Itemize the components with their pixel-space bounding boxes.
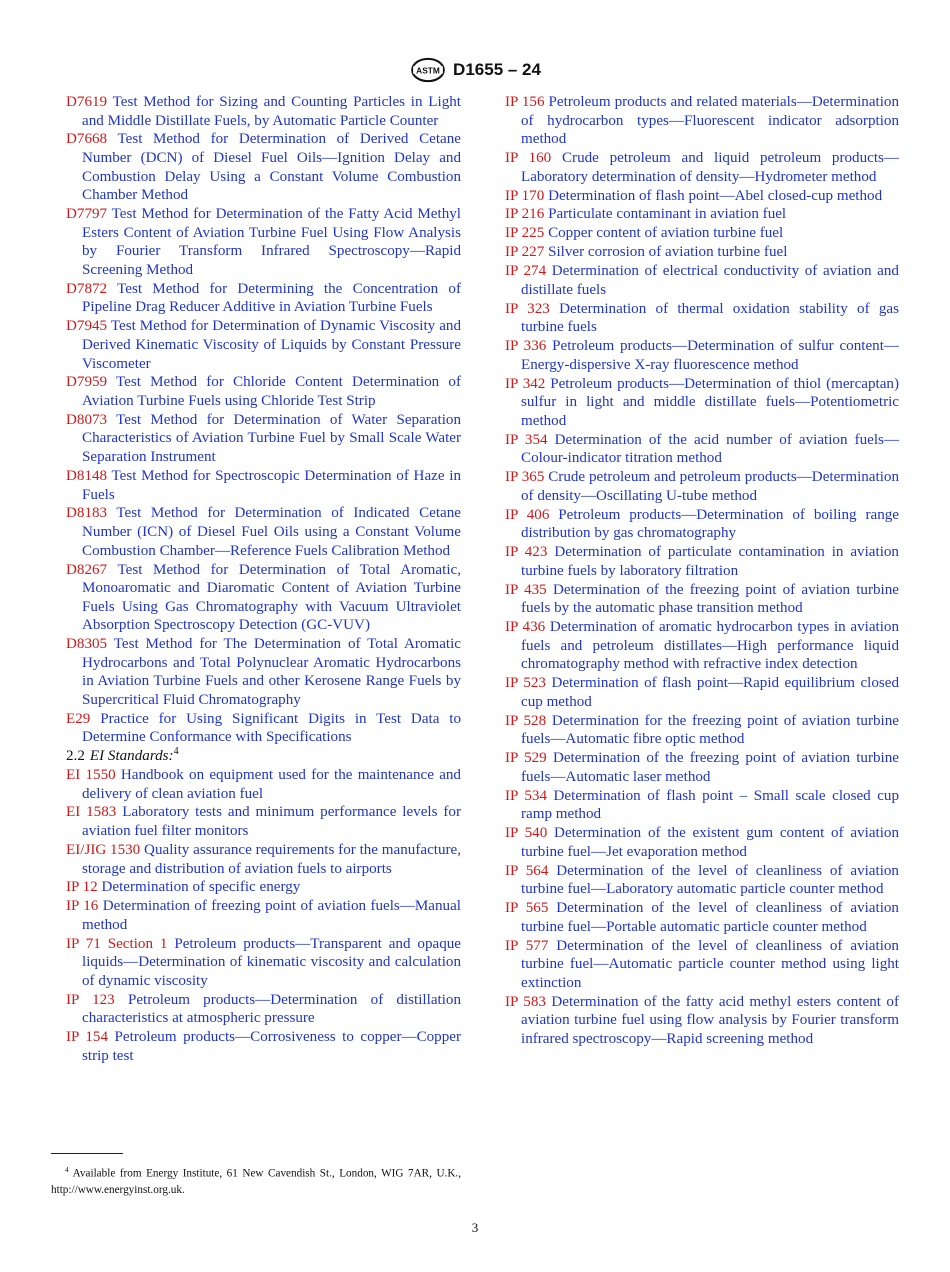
reference-code[interactable]: IP 577 — [505, 937, 549, 954]
reference-code[interactable]: IP 342 — [505, 375, 546, 392]
reference-title[interactable]: Petroleum products and related materials—Determination of hydrocarbon types—Fluorescent indicator adsorption method — [521, 94, 900, 148]
reference-title[interactable]: Determination of thermal oxidation stability of gas turbine fuels — [521, 300, 899, 336]
reference-code[interactable]: D7872 — [66, 280, 108, 297]
reference-code[interactable]: D8073 — [66, 411, 108, 428]
reference-item — [66, 991, 461, 1028]
reference-item — [66, 935, 461, 991]
reference-title[interactable]: Determination of specific energy — [101, 879, 301, 896]
reference-title[interactable]: Handbook on equipment used for the maintenance and delivery of clean aviation fuel — [82, 766, 461, 802]
page-header — [0, 56, 950, 84]
reference-title[interactable]: Petroleum products—Determination of thiol (mercaptan) sulfur in light and middle distillate fuels—Potentiometric method — [521, 375, 899, 429]
reference-title[interactable]: Determination of electrical conductivity of aviation and distillate fuels — [521, 263, 899, 298]
reference-title[interactable]: Test Method for Determination of Derived Cetane Number (DCN) of Diesel Fuel Oils—Ignition Delay and Combustion Delay Using a Constant Volume Combustion Chamber Method — [82, 131, 461, 204]
reference-title[interactable]: Test Method for Determination of Dynamic Viscosity and Derived Kinematic Viscosity of Liquids by Constant Pressure Viscometer — [82, 318, 461, 372]
reference-title[interactable]: Determination of flash point—Rapid equilibrium closed cup method — [521, 675, 899, 710]
reference-list-ei — [66, 766, 461, 1066]
reference-code[interactable]: IP 534 — [505, 787, 548, 804]
reference-title[interactable]: Petroleum products—Determination of boiling range distribution by gas chromatography — [521, 506, 899, 542]
reference-item — [66, 561, 461, 635]
reference-item — [66, 897, 461, 934]
reference-code[interactable]: IP 564 — [505, 862, 549, 879]
reference-title[interactable]: Test Method for Sizing and Counting Particles in Light and Middle Distillate Fuels, by Automatic Particle Counter — [82, 94, 461, 129]
footnote-text: Available from Energy Institute, 61 New Cavendish St., London, WIG 7AR, U.K., http://www.energyinst.org.uk. — [51, 1167, 461, 1196]
reference-code[interactable]: D8183 — [66, 505, 108, 522]
reference-code[interactable]: D7619 — [66, 94, 108, 110]
reference-item — [66, 93, 461, 130]
reference-title[interactable]: Determination of the level of cleanliness of aviation turbine fuel—Portable automatic particle counter method — [521, 900, 899, 935]
reference-item — [66, 205, 461, 279]
reference-code[interactable]: D7945 — [66, 318, 108, 335]
reference-item — [66, 411, 461, 467]
footnote — [51, 1162, 461, 1198]
reference-item — [505, 431, 899, 468]
document-designation: D1655 – 24 — [453, 60, 541, 79]
reference-title[interactable]: Quality assurance requirements for the manufacture, storage and distribution of aviation fuels to airports — [82, 841, 462, 877]
reference-code[interactable]: IP 160 — [505, 150, 552, 167]
right-column — [505, 93, 899, 1049]
reference-code[interactable]: IP 354 — [505, 431, 548, 448]
reference-code[interactable]: IP 365 — [505, 469, 545, 486]
reference-title[interactable]: Practice for Using Significant Digits in Test Data to Determine Conformance with Specifications — [82, 710, 461, 746]
reference-code[interactable]: IP 154 — [66, 1029, 109, 1046]
reference-item — [505, 749, 899, 786]
reference-code[interactable]: IP 274 — [505, 263, 547, 280]
reference-item — [66, 130, 461, 204]
reference-item — [505, 93, 899, 149]
reference-title[interactable]: Determination of the existent gum content of aviation turbine fuel—Jet evaporation method — [521, 825, 899, 860]
reference-code[interactable]: IP 423 — [505, 544, 548, 561]
reference-code[interactable]: EI 1550 — [66, 766, 116, 783]
reference-code[interactable]: IP 583 — [505, 993, 546, 1010]
reference-item — [505, 468, 899, 505]
reference-title[interactable]: Determination of aromatic hydrocarbon types in aviation fuels and petroleum distillates—High performance liquid chromatography method with refractive index detection — [521, 619, 899, 673]
reference-title[interactable]: Petroleum products—Determination of distillation characteristics at atmospheric pressure — [82, 991, 461, 1027]
reference-code[interactable]: IP 71 Section 1 — [66, 935, 168, 952]
reference-title[interactable]: Petroleum products—Corrosiveness to copper—Copper strip test — [82, 1029, 462, 1064]
reference-title[interactable]: Crude petroleum and petroleum products—Determination of density—Oscillating U-tube method — [521, 469, 899, 504]
reference-code[interactable]: IP 436 — [505, 619, 546, 636]
reference-item — [66, 803, 461, 840]
reference-item — [66, 467, 461, 504]
reference-code[interactable]: IP 523 — [505, 675, 546, 692]
reference-title[interactable]: Determination of the level of cleanliness of aviation turbine fuel—Automatic particle counter method using light extinction — [521, 937, 899, 991]
reference-code[interactable]: D7668 — [66, 131, 108, 148]
reference-code[interactable]: IP 540 — [505, 825, 548, 842]
astm-logo-icon — [409, 57, 447, 83]
footnote-number: 4 — [65, 1165, 69, 1174]
footnote-divider — [51, 1153, 123, 1154]
svg-text:ASTM: ASTM — [416, 65, 440, 76]
reference-title[interactable]: Test Method for Determination of the Fatty Acid Methyl Esters Content of Aviation Turbine Fuel Using Flow Analysis by Fourier Transform Infrared Spectroscopy—Rapid Screening Method — [82, 206, 461, 278]
reference-item — [505, 300, 899, 337]
reference-item — [66, 373, 461, 410]
reference-title[interactable]: Determination of the level of cleanliness of aviation turbine fuel—Laboratory automatic particle counter method — [521, 862, 899, 898]
reference-title[interactable]: Particulate contaminant in aviation fuel — [548, 206, 787, 223]
reference-code[interactable]: EI/JIG 1530 — [66, 841, 141, 858]
reference-title[interactable]: Copper content of aviation turbine fuel — [548, 225, 784, 242]
reference-code[interactable]: D8305 — [66, 636, 108, 653]
reference-code[interactable]: D8267 — [66, 561, 108, 578]
reference-title[interactable]: Test Method for Spectroscopic Determination of Haze in Fuels — [82, 467, 461, 503]
reference-item — [505, 262, 899, 299]
reference-title[interactable]: Test Method for Determining the Concentration of Pipeline Drag Reducer Additive in Aviation Turbine Fuels — [82, 280, 461, 316]
reference-code[interactable]: IP 406 — [505, 506, 550, 523]
reference-title[interactable]: Test Method for The Determination of Total Aromatic Hydrocarbons and Total Polynuclear Aromatic Hydrocarbons in Aviation Turbine Fuels and other Kerosene Range Fuels by Supercritical Fluid Chromatography — [82, 636, 461, 708]
reference-item — [505, 899, 899, 936]
reference-title[interactable]: Petroleum products—Transparent and opaque liquids—Determination of kinematic viscosity and calculation of dynamic viscosity — [82, 935, 461, 989]
reference-code[interactable]: IP 336 — [505, 338, 547, 355]
reference-item — [505, 787, 899, 824]
reference-code[interactable]: IP 227 — [505, 244, 545, 261]
reference-title[interactable]: Determination of the freezing point of aviation turbine fuels by the automatic phase transition method — [521, 581, 899, 617]
reference-item — [66, 504, 461, 560]
reference-title[interactable]: Silver corrosion of aviation turbine fuel — [548, 244, 788, 261]
reference-item — [66, 1028, 461, 1065]
left-column — [66, 93, 461, 1066]
reference-item — [505, 674, 899, 711]
reference-code[interactable]: IP 16 — [66, 898, 99, 915]
reference-code[interactable]: EI 1583 — [66, 804, 117, 821]
page-number: 3 — [471, 1220, 479, 1235]
reference-item — [505, 581, 899, 618]
reference-item — [505, 243, 899, 262]
reference-item — [505, 205, 899, 224]
reference-title[interactable]: Petroleum products—Determination of sulfur content—Energy-dispersive X-ray fluorescence method — [521, 338, 899, 373]
reference-title[interactable]: Test Method for Determination of Indicated Cetane Number (ICN) of Diesel Fuel Oils using a Constant Volume Combustion Chamber—Reference Fuels Calibration Method — [82, 505, 461, 559]
reference-title[interactable]: Determination of the fatty acid methyl esters content of aviation turbine fuel using flow analysis by Fourier transform infrared spectroscopy—Rapid screening method — [521, 993, 899, 1047]
section-heading — [66, 747, 461, 766]
reference-item — [505, 937, 899, 993]
reference-title[interactable]: Test Method for Chloride Content Determination of Aviation Turbine Fuels using Chloride Test Strip — [82, 374, 461, 409]
reference-title[interactable]: Laboratory tests and minimum performance levels for aviation fuel filter monitors — [82, 804, 461, 840]
reference-code[interactable]: IP 225 — [505, 225, 545, 242]
reference-code[interactable]: D7797 — [66, 206, 108, 223]
reference-list-astm — [66, 93, 461, 747]
reference-code[interactable]: IP 170 — [505, 187, 545, 204]
reference-code[interactable]: IP 323 — [505, 300, 550, 317]
reference-item — [505, 618, 899, 674]
reference-title[interactable]: Test Method for Determination of Total Aromatic, Monoaromatic and Diaromatic Content of Aviation Turbine Fuels Using Gas Chromatography with Vacuum Ultraviolet Absorption Spectroscopy Detection (GC-VUV) — [82, 561, 461, 634]
reference-item — [66, 280, 461, 317]
reference-title[interactable]: Determination of freezing point of aviation fuels—Manual method — [82, 898, 461, 933]
reference-item — [505, 375, 899, 431]
reference-item — [505, 993, 899, 1049]
footnote-marker[interactable]: 4 — [173, 746, 179, 758]
reference-title[interactable]: Test Method for Determination of Water Separation Characteristics of Aviation Turbine Fuel by Small Scale Water Separation Instrument — [82, 411, 461, 466]
reference-code[interactable]: IP 528 — [505, 712, 547, 729]
reference-code[interactable]: D8148 — [66, 467, 108, 484]
reference-code[interactable]: E29 — [66, 710, 91, 727]
reference-code[interactable]: IP 565 — [505, 900, 549, 917]
reference-item — [66, 317, 461, 373]
reference-code[interactable]: IP 123 — [66, 991, 115, 1008]
reference-title[interactable]: Crude petroleum and liquid petroleum products—Laboratory determination of density—Hydrometer method — [521, 150, 899, 185]
section-title: EI Standards: — [89, 748, 174, 765]
reference-code[interactable]: IP 435 — [505, 581, 547, 598]
reference-title[interactable]: Determination for the freezing point of aviation turbine fuels—Automatic fibre optic method — [521, 712, 899, 748]
reference-item — [505, 187, 899, 206]
reference-item — [66, 635, 461, 709]
section-number: 2.2 — [66, 748, 85, 765]
reference-item — [505, 824, 899, 861]
reference-item — [505, 149, 899, 186]
reference-item — [505, 506, 899, 543]
reference-item — [505, 224, 899, 243]
reference-title[interactable]: Determination of particulate contamination in aviation turbine fuels by laboratory filtration — [521, 544, 899, 579]
reference-item — [505, 337, 899, 374]
reference-item — [66, 841, 461, 878]
reference-code[interactable]: IP 529 — [505, 750, 547, 767]
reference-title[interactable]: Determination of flash point—Abel closed-cup method — [548, 187, 883, 204]
reference-code[interactable]: IP 156 — [505, 94, 545, 110]
reference-code[interactable]: IP 12 — [66, 879, 98, 896]
reference-item — [505, 862, 899, 899]
reference-title[interactable]: Determination of the freezing point of aviation turbine fuels—Automatic laser method — [521, 750, 899, 785]
reference-item — [505, 543, 899, 580]
reference-code[interactable]: IP 216 — [505, 206, 545, 223]
reference-item — [505, 712, 899, 749]
reference-title[interactable]: Determination of the acid number of aviation fuels—Colour-indicator titration method — [521, 431, 899, 467]
reference-title[interactable]: Determination of flash point – Small scale closed cup ramp method — [521, 787, 899, 823]
reference-item — [66, 766, 461, 803]
reference-item — [66, 878, 461, 897]
reference-item — [66, 710, 461, 747]
reference-code[interactable]: D7959 — [66, 374, 108, 391]
